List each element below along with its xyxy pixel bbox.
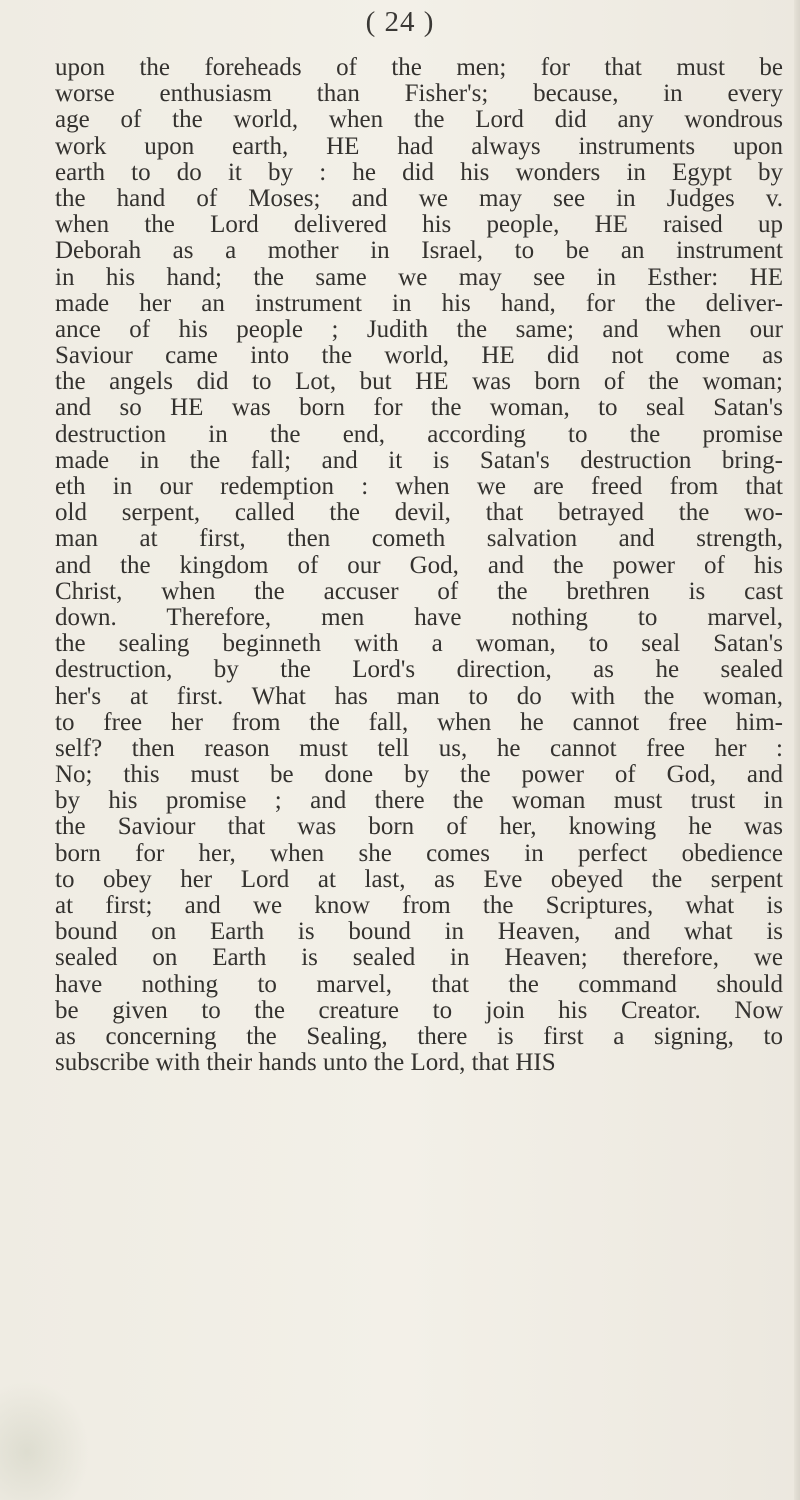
- text-line: and so HE was born for the woman, to seal Satan's: [55, 394, 783, 422]
- text-line: No; this must be done by the power of God, and: [55, 761, 783, 789]
- text-line: down. Therefore, men have nothing to marvel,: [55, 603, 783, 631]
- text-line: as concerning the Sealing, there is first a signing, to: [55, 1022, 783, 1050]
- text-line: to free her from the fall, when he cannot free him-: [55, 708, 783, 736]
- text-line: the sealing beginneth with a woman, to seal Satan's: [55, 630, 783, 658]
- text-line: sealed on Earth is sealed in Heaven; therefore, we: [55, 944, 783, 972]
- text-line: the Saviour that was born of her, knowing he was: [55, 813, 783, 841]
- text-line: by his promise ; and there the woman must trust in: [55, 787, 783, 815]
- text-line: destruction, by the Lord's direction, as he sealed: [55, 656, 783, 684]
- text-line: bound on Earth is bound in Heaven, and what is: [55, 918, 783, 946]
- text-line: made her an instrument in his hand, for the deliver-: [55, 289, 783, 317]
- text-line: the angels did to Lot, but HE was born of the woman;: [55, 368, 783, 396]
- page-edge: [794, 0, 800, 1500]
- text-line: born for her, when she comes in perfect obedience: [55, 839, 783, 867]
- text-line: earth to do it by : he did his wonders in Egypt by: [55, 158, 783, 186]
- text-line: to obey her Lord at last, as Eve obeyed the serpent: [55, 865, 783, 893]
- text-line: and the kingdom of our God, and the power of his: [55, 551, 783, 579]
- text-line: subscribe with their hands unto the Lord, that HIS: [55, 1049, 556, 1077]
- text-line: upon the foreheads of the men; for that must be: [55, 54, 783, 81]
- text-line: worse enthusiasm than Fisher's; because, in every: [55, 80, 783, 108]
- text-line: ance of his people ; Judith the same; and when our: [55, 315, 783, 343]
- text-line: at first; and we know from the Scriptures, what is: [55, 892, 783, 919]
- page-stain: [0, 1380, 90, 1500]
- text-line: eth in our redemption : when we are freed from that: [55, 473, 783, 500]
- text-line: when the Lord delivered his people, HE raised up: [55, 211, 783, 239]
- text-line: Saviour came into the world, HE did not come as: [55, 342, 783, 370]
- text-line: the hand of Moses; and we may see in Judges v.: [55, 184, 783, 212]
- text-line: have nothing to marvel, that the command should: [55, 970, 783, 998]
- text-line: be given to the creature to join his Creator. Now: [55, 996, 783, 1024]
- text-line: made in the fall; and it is Satan's destruction bring-: [55, 446, 783, 474]
- page-number: ( 24 ): [365, 6, 435, 38]
- text-line: Christ, when the accuser of the brethren is cast: [55, 577, 783, 605]
- text-line: self? then reason must tell us, he cannot free her :: [55, 734, 783, 762]
- text-line: old serpent, called the devil, that betrayed the wo-: [55, 499, 783, 527]
- text-line: work upon earth, HE had always instruments upon: [55, 132, 783, 160]
- text-line: her's at first. What has man to do with the woman,: [55, 682, 783, 710]
- text-line: destruction in the end, according to the promise: [55, 420, 783, 448]
- text-line: Deborah as a mother in Israel, to be an instrument: [55, 237, 783, 265]
- body-text: [55, 55, 790, 1076]
- text-line: man at first, then cometh salvation and strength,: [55, 525, 783, 553]
- text-line: age of the world, when the Lord did any wondrous: [55, 106, 783, 134]
- text-line: in his hand; the same we may see in Esther: HE: [55, 263, 783, 291]
